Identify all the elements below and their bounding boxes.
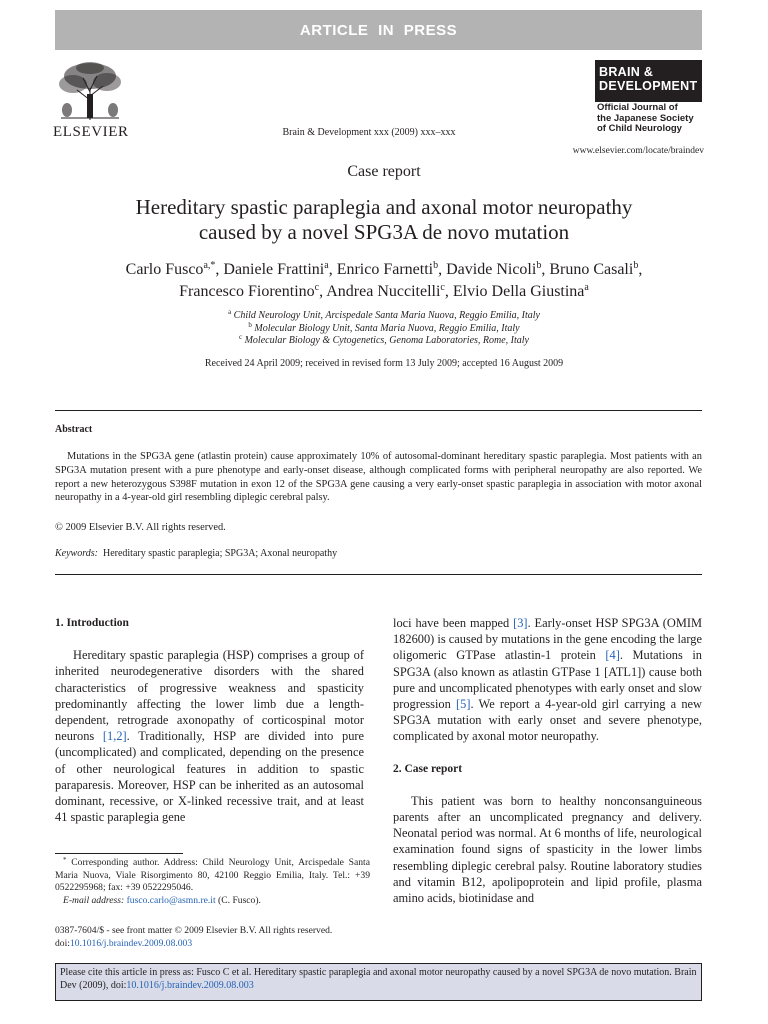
author-name: Bruno Casali (549, 261, 634, 278)
abstract-bottom-rule (55, 574, 702, 575)
author-affil-mark[interactable]: a (324, 260, 329, 271)
citation-doi-link[interactable]: 10.1016/j.braindev.2009.08.003 (126, 980, 254, 991)
keywords-label: Keywords: (55, 548, 98, 559)
intro-paragraph: Hereditary spastic paraplegia (HSP) comprises a group of inherited neurodegenerative disorders with the shared characteristics of progressive weakness and spasticity predominantly affecting the lower limb due a length-dependent, retrograde axonopathy of corticospinal motor neurons [1,2]. Traditionally, HSP are divided into pure (uncomplicated) and complicated, depending on the presence of other neurological features in addition to spastic paraparesis. Moreover, HSP can be inherited as an autosomal dominant, recessive, or X-linked recessive trait, and at least 41 spastic paraplegia gene (55, 648, 365, 825)
author-list (55, 259, 713, 303)
footnote-star: * (63, 856, 67, 864)
author-name: Carlo Fusco (125, 261, 204, 278)
author-name: Elvio Della Giustina (452, 283, 585, 300)
section-heading-introduction: 1. Introduction (55, 617, 129, 629)
reference-link[interactable]: [1,2] (102, 729, 127, 744)
reference-link[interactable]: [5] (456, 697, 471, 712)
publisher-name: ELSEVIER (53, 124, 129, 140)
author-affil-mark[interactable]: b (633, 260, 639, 271)
author-affil-mark[interactable]: b (433, 260, 439, 271)
journal-logo-line2: DEVELOPMENT (599, 79, 698, 93)
issn-line: 0387-7604/$ - see front matter © 2009 Elsevier B.V. All rights reserved. (55, 925, 333, 936)
reference-link[interactable]: [3] (513, 616, 528, 630)
abstract-heading: Abstract (55, 424, 93, 435)
article-type: Case report (347, 163, 421, 180)
article-in-press-banner (55, 10, 702, 50)
email-link[interactable]: fusco.carlo@asmn.re.it (126, 894, 216, 906)
footnote-rule (55, 853, 183, 854)
author-affil-mark[interactable]: a,* (203, 260, 216, 271)
journal-tagline (597, 103, 707, 135)
issn-block: 0387-7604/$ - see front matter © 2009 Elsevier B.V. All rights reserved. doi:10.1016/j.braindev.2009.08.003 (55, 925, 385, 950)
author-affil-mark[interactable]: c (440, 282, 445, 293)
section-heading-case-report: 2. Case report (393, 762, 463, 775)
affiliation: $^b$ Molecular Biology Unit, Santa Maria Nuova, Reggio Emilia, Italy (248, 320, 520, 334)
author-line: Francesco Fiorentino$^c$, Andrea Nuccitelli$^c$, Elvio Della Giustina$^a$ (179, 282, 589, 300)
corresponding-author-footnote: * Corresponding author. Address: Child Neurology Unit, Arcispedale Santa Maria Nuova, Viale Risorgimento 80, 42100 Reggio Emilia, Italy. Tel.: +39 0522295968; fax: +39 0522295046. E-mail address: fusco.carlo@asmn.re.it (C. Fusco). (55, 856, 370, 906)
affiliation: $^c$ Molecular Biology & Cytogenetics, Genoma Laboratories, Rome, Italy (238, 333, 529, 346)
doi-link[interactable]: 10.1016/j.braindev.2009.08.003 (69, 937, 193, 949)
citation-text: Please cite this article in press as: Fusco C et al. Hereditary spastic paraplegia and axonal motor neuropathy caused by a novel SPG3A de novo mutation. Brain Dev (2009), doi: (60, 967, 697, 991)
article-title (80, 195, 688, 245)
right-column (393, 615, 702, 906)
spacer (393, 745, 702, 761)
keywords-list: Hereditary spastic paraplegia; SPG3A; Axonal neuropathy (102, 548, 338, 559)
author-name: Enrico Farnetti (336, 261, 434, 278)
article-history-dates: Received 24 April 2009; received in revised form 13 July 2009; accepted 16 August 2009 (204, 358, 564, 369)
keywords (55, 548, 337, 559)
abstract-copyright: © 2009 Elsevier B.V. All rights reserved. (55, 522, 226, 533)
citation-notice-box (55, 963, 702, 1001)
author-name: Andrea Nuccitelli (326, 283, 441, 300)
abstract-body (55, 450, 702, 505)
journal-logo (595, 60, 702, 102)
left-column (55, 615, 364, 825)
author-name: Daniele Frattini (223, 261, 325, 278)
journal-tagline-line: the Japanese Society (597, 112, 694, 124)
author-affil-mark[interactable]: a (584, 282, 589, 293)
journal-tagline-line: Official Journal of (597, 102, 678, 113)
journal-citation-line: Brain & Development xxx (2009) xxx–xxx (282, 127, 456, 138)
case-report-paragraph: This patient was born to healthy nonconsanguineous parents after an uncomplicated pregnancy and delivery. Neonatal period was normal. At 6 months of life, neurological examination found signs of spasticity in the lower limbs resembling diplegic cerebral palsy. Routine laboratory studies and vitamin B12, apolipoprotein and lipid profile, plasma amino acids, biotinidase and (393, 793, 702, 906)
author-affil-mark[interactable]: c (314, 282, 320, 293)
journal-tagline-line: of Child Neurology (597, 123, 682, 134)
author-name: Francesco Fiorentino (179, 283, 315, 300)
author-name: Davide Nicoli (446, 261, 537, 278)
affiliation-list (160, 310, 608, 348)
intro-paragraph-continued: loci have been mapped [3]. Early-onset HSP SPG3A (OMIM 182600) is caused by mutations in the gene encoding the large oligomeric GTPase atlastin-1 protein [4]. Mutations in SPG3A (also known as atlastin GTPase 1 [ATL1]) cause both pure and uncomplicated phenotypes with early onset and slow progression [5]. We report a 4-year-old girl carrying a new SPG3A mutation with early onset and severe phenotype, complicated by axonal motor neuropathy. (393, 616, 702, 744)
abstract-text: Mutations in the SPG3A gene (atlastin protein) cause approximately 10% of autosomal-dominant hereditary spastic paraplegia. Most patients with an SPG3A mutation present with a pure phenotype and early-onset disease, although complicated forms with peripheral neuropathy are also reported. We report a new heterozygous S398F mutation in exon 12 of the SPG3A gene causing a very early-onset spastic paraplegia in association with motor axonal neuropathy in a 4-year-old girl resembling diplegic cerebral palsy. (55, 451, 702, 504)
journal-url-link[interactable]: www.elsevier.com/locate/braindev (572, 146, 704, 156)
journal-logo-line1: BRAIN & (599, 65, 654, 79)
reference-link[interactable]: [4] (605, 648, 620, 663)
author-affil-mark[interactable]: b (536, 260, 542, 271)
author-line: Carlo Fusco$^{a,*}$, Daniele Frattini$^a$, Enrico Farnetti$^b$, Davide Nicoli$^b$, Bruno Casali$^b$, (125, 260, 643, 278)
affiliation: $^a$ Child Neurology Unit, Arcispedale Santa Maria Nuova, Reggio Emilia, Italy (228, 308, 540, 321)
title-line: Hereditary spastic paraplegia and axonal motor neuropathy (135, 195, 633, 219)
abstract-top-rule (55, 410, 702, 411)
banner-text: ARTICLE IN PRESS (299, 21, 458, 39)
title-line: caused by a novel SPG3A de novo mutation (198, 220, 570, 244)
email-label: E-mail address: (63, 894, 125, 906)
